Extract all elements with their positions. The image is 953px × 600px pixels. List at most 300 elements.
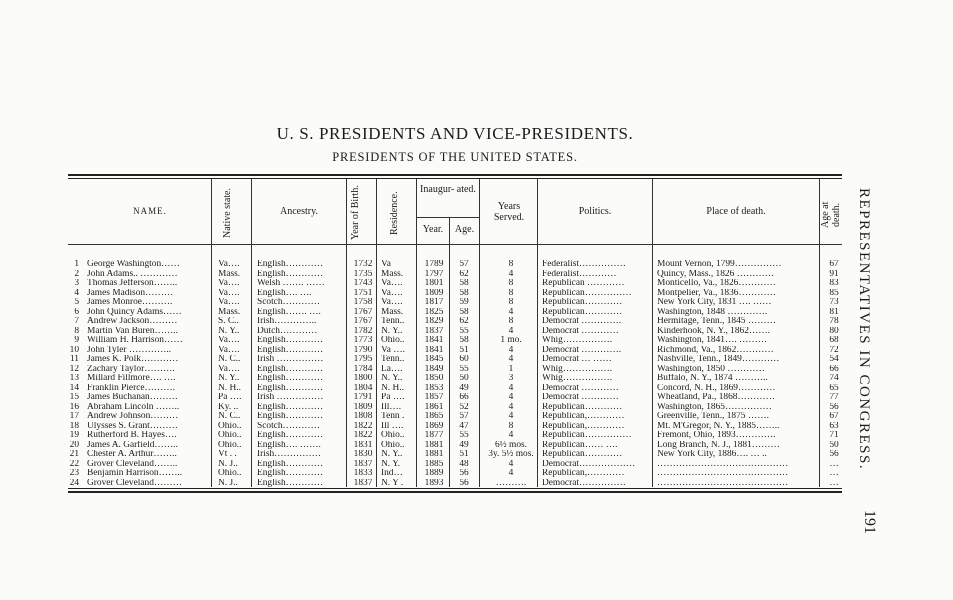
inaugurated-subrule [416, 217, 479, 218]
year-of-birth-cell: 1767 [353, 307, 373, 317]
native-state-cell: Va…. [218, 279, 240, 288]
row-number-cell: 8 [74, 326, 79, 336]
native-state-cell: N. J.. [218, 459, 238, 469]
year-of-birth-cell: 1773 [353, 336, 373, 345]
table-row [60, 422, 850, 431]
politics-cell: Republican…………… [542, 431, 632, 440]
residence-cell: Ohio.. [381, 336, 405, 345]
age-at-death-cell: 83 [829, 279, 839, 288]
ancestry-cell: English………… [257, 336, 324, 345]
residence-cell: Tenn.. [381, 355, 405, 364]
place-of-death-cell: Washington, 1841…. ……… [657, 336, 768, 345]
inaugurated-age-cell: 49 [459, 440, 469, 450]
page-number: 191 [861, 510, 878, 534]
row-number-cell: 11 [69, 355, 79, 364]
years-served-cell: 1 [508, 364, 514, 374]
ancestry-cell: English…. …. [257, 288, 312, 298]
inaugurated-age-cell: 47 [459, 421, 469, 431]
row-number-cell: 1 [74, 260, 79, 269]
inaugurated-age-cell: 55 [459, 364, 469, 374]
residence-cell: La…. [381, 364, 403, 374]
inaugurated-year-cell: 1829 [424, 317, 444, 326]
table-row [60, 289, 850, 298]
president-name-cell: James Buchanan……… [87, 393, 178, 402]
year-of-birth-cell: 1784 [353, 364, 373, 374]
place-of-death-cell: Concord, N. H., 1869………… [657, 383, 776, 393]
inaugurated-age-cell: 50 [459, 374, 469, 383]
age-at-death-cell: 74 [829, 374, 839, 383]
politics-cell: Republican………… [542, 298, 623, 307]
ancestry-cell: English………… [257, 402, 324, 412]
header-age-at-death: Age at death. [820, 201, 842, 229]
top-rule-thin [68, 178, 842, 179]
years-served-cell: 4 [508, 412, 514, 421]
age-at-death-cell: 67 [829, 260, 839, 269]
header-inaugurated: Inaugur- ated. [420, 184, 476, 195]
politics-cell: Democrat ………… [542, 326, 619, 336]
age-at-death-cell: 72 [829, 345, 839, 355]
row-number-cell: 13 [69, 374, 79, 383]
native-state-cell: Va…. [218, 288, 240, 298]
age-at-death-cell: … [829, 459, 839, 469]
years-served-cell: 4 [508, 402, 514, 412]
inaugurated-year-cell: 1825 [424, 307, 444, 317]
inaugurated-year-cell: 1801 [424, 279, 444, 288]
age-at-death-cell: 91 [829, 269, 839, 279]
years-served-cell: 4 [508, 307, 514, 317]
row-number-cell: 24 [69, 478, 79, 488]
age-at-death-cell: 81 [829, 307, 839, 317]
years-served-cell: 4 [508, 269, 514, 279]
ancestry-cell: English………… [257, 469, 324, 478]
age-at-death-cell: 71 [829, 431, 839, 440]
residence-cell: Ill…. [381, 402, 402, 412]
residence-cell: Pa …. [381, 393, 405, 402]
years-served-cell: 4 [508, 345, 514, 355]
table-row [60, 403, 850, 412]
years-served-cell: 8 [508, 288, 514, 298]
ancestry-cell: English………… [257, 478, 324, 488]
native-state-cell: Va…. [218, 298, 240, 307]
inaugurated-age-cell: 49 [459, 383, 469, 393]
ancestry-cell: Irish…………… [257, 450, 322, 459]
ancestry-cell: Welsh ……. …… [257, 279, 325, 288]
inaugurated-age-cell: 66 [459, 393, 469, 402]
inaugurated-year-cell: 1837 [424, 326, 444, 336]
politics-cell: Federalist………… [542, 269, 617, 279]
president-name-cell: Andrew Jackson……… [87, 317, 178, 326]
age-at-death-cell: 73 [829, 298, 839, 307]
table-row [60, 393, 850, 402]
bottom-rule [68, 491, 842, 493]
president-name-cell: Benjamin Harrison…….. [87, 469, 183, 478]
president-name-cell: James Monroe………. [87, 298, 173, 307]
table-row [60, 412, 850, 421]
residence-cell: N. Y.. [381, 326, 403, 336]
place-of-death-cell: Kinderhook, N. Y., 1862……. [657, 326, 771, 336]
place-of-death-cell: Monticello, Va., 1826………… [657, 279, 776, 288]
inaugurated-year-cell: 1881 [424, 440, 444, 450]
inaugurated-year-cell: 1845 [424, 355, 444, 364]
president-name-cell: Zachary Taylor………. [87, 364, 175, 374]
year-of-birth-cell: 1795 [353, 355, 373, 364]
years-served-cell: 4 [508, 393, 514, 402]
inaugurated-year-cell: 1789 [424, 260, 444, 269]
native-state-cell: N. J.. [218, 478, 238, 488]
table-row [60, 365, 850, 374]
president-name-cell: James K. Polk………… [87, 355, 179, 364]
inaugurated-year-cell: 1809 [424, 288, 444, 298]
president-name-cell: Chester A. Arthur…….. [87, 450, 177, 459]
header-ancestry: Ancestry. [280, 206, 318, 217]
ancestry-cell: English………… [257, 374, 324, 383]
place-of-death-cell: Nashville, Tenn., 1849………… [657, 355, 780, 364]
header-age: Age. [454, 224, 475, 235]
years-served-cell: 4 [508, 355, 514, 364]
inaugurated-year-cell: 1817 [424, 298, 444, 307]
years-served-cell: 4 [508, 383, 514, 393]
table-row [60, 327, 850, 336]
politics-cell: Republican,………… [542, 469, 625, 478]
residence-cell: Va…. [381, 279, 403, 288]
ancestry-cell: English………… [257, 459, 324, 469]
year-of-birth-cell: 1822 [353, 421, 373, 431]
residence-cell: Mass. [381, 307, 404, 317]
native-state-cell: Va…. [218, 336, 240, 345]
residence-cell: Mass. [381, 269, 404, 279]
years-served-cell: 4 [508, 469, 514, 478]
residence-cell: N. Y . [381, 478, 404, 488]
residence-cell: N. H.. [381, 383, 404, 393]
inaugurated-year-cell: 1861 [424, 402, 444, 412]
place-of-death-cell: Montpelier, Va., 1836………… [657, 288, 776, 298]
age-at-death-cell: … [829, 469, 839, 478]
year-of-birth-cell: 1837 [353, 478, 373, 488]
table-row [60, 336, 850, 345]
year-of-birth-cell: 1758 [353, 298, 373, 307]
politics-cell: Republican…… …. [542, 440, 618, 450]
age-at-death-cell: 77 [829, 393, 839, 402]
row-number-cell: 6 [74, 307, 79, 317]
header-year-of-birth: Year of Birth. [350, 185, 361, 241]
place-of-death-cell: Long Branch, N. J., 1881……… [657, 440, 780, 450]
row-number-cell: 21 [69, 450, 79, 459]
age-at-death-cell: 66 [829, 364, 839, 374]
native-state-cell: Ohio.. [218, 431, 242, 440]
politics-cell: Democrat …………. [542, 317, 622, 326]
place-of-death-cell: Buffalo, N. Y., 1874 ……….. [657, 374, 768, 383]
native-state-cell: N. H.. [218, 383, 241, 393]
politics-cell: Democrat … …… [542, 355, 612, 364]
years-served-cell: ………. [495, 478, 527, 488]
place-of-death-cell: Washington, 1865…………… [657, 402, 772, 412]
table-row [60, 260, 850, 269]
inaugurated-age-cell: 57 [459, 260, 469, 269]
residence-cell: N. Y. [381, 459, 401, 469]
native-state-cell: Pa …. [218, 393, 242, 402]
year-of-birth-cell: 1809 [353, 402, 373, 412]
native-state-cell: Ohio.. [218, 421, 242, 431]
place-of-death-cell: Washington, 1848 …………. [657, 307, 768, 317]
ancestry-cell: Dutch………… [257, 326, 318, 336]
table-row [60, 431, 850, 440]
age-at-death-cell: … [829, 478, 839, 488]
inaugurated-year-cell: 1850 [424, 374, 444, 383]
row-number-cell: 23 [69, 469, 79, 478]
inaugurated-year-cell: 1889 [424, 469, 444, 478]
president-name-cell: John Tyler ………….. [87, 345, 172, 355]
place-of-death-cell: Richmond, Va., 1862………… [657, 345, 774, 355]
residence-cell: N. Y.. [381, 374, 403, 383]
inaugurated-year-cell: 1869 [424, 421, 444, 431]
header-years-served: Years Served. [493, 201, 525, 223]
residence-cell: Tenn . [381, 412, 405, 421]
year-of-birth-cell: 1837 [353, 459, 373, 469]
inaugurated-year-cell: 1841 [424, 345, 444, 355]
header-year: Year. [422, 224, 444, 235]
ancestry-cell: English………… [257, 431, 324, 440]
native-state-cell: N. Y.. [218, 326, 240, 336]
row-number-cell: 10 [69, 345, 79, 355]
inaugurated-age-cell: 58 [459, 288, 469, 298]
table-row [60, 460, 850, 469]
running-header: REPRESENTATIVES IN CONGRESS. [856, 188, 872, 471]
years-served-cell: 1 mo. [500, 336, 522, 345]
place-of-death-cell: Hermitage, Tenn., 1845 ……… [657, 317, 776, 326]
president-name-cell: Franklin Pierce………. [87, 383, 176, 393]
age-at-death-cell: 54 [829, 355, 839, 364]
year-of-birth-cell: 1732 [353, 260, 373, 269]
age-at-death-cell: 56 [829, 402, 839, 412]
native-state-cell: Vt . . [218, 450, 237, 459]
header-bottom-rule [68, 244, 842, 245]
politics-cell: Democrat ………… [542, 383, 619, 393]
residence-cell: Ind… [381, 469, 403, 478]
place-of-death-cell: Fremont, Ohio, 1893…………. [657, 431, 776, 440]
row-number-cell: 19 [69, 431, 79, 440]
inaugurated-age-cell: 58 [459, 279, 469, 288]
inaugurated-year-cell: 1841 [424, 336, 444, 345]
year-of-birth-cell: 1751 [353, 288, 373, 298]
politics-cell: Democrat……………… [542, 459, 636, 469]
place-of-death-cell: …………………………………… [657, 459, 789, 469]
politics-cell: Democrat …………. [542, 345, 622, 355]
row-number-cell: 18 [69, 421, 79, 431]
year-of-birth-cell: 1830 [353, 450, 373, 459]
table-row [60, 469, 850, 478]
table-row [60, 384, 850, 393]
politics-cell: Republican,………… [542, 412, 625, 421]
place-of-death-cell: New York City, 1886…. … .. [657, 450, 767, 459]
residence-cell: Ohio.. [381, 440, 405, 450]
year-of-birth-cell: 1743 [353, 279, 373, 288]
inaugurated-age-cell: 62 [459, 269, 469, 279]
age-at-death-cell: 85 [829, 288, 839, 298]
row-number-cell: 7 [74, 317, 79, 326]
native-state-cell: Va…. [218, 260, 240, 269]
ancestry-cell: Scotch………… [257, 298, 321, 307]
ancestry-cell: English…. ……. [257, 440, 321, 450]
year-of-birth-cell: 1822 [353, 431, 373, 440]
president-name-cell: George Washington…… [87, 260, 180, 269]
year-of-birth-cell: 1735 [353, 269, 373, 279]
politics-cell: Democrat…………… [542, 478, 626, 488]
year-of-birth-cell: 1804 [353, 383, 373, 393]
inaugurated-age-cell: 59 [459, 298, 469, 307]
president-name-cell: Grover Cleveland…….. [87, 459, 178, 469]
native-state-cell: Ky. .. [218, 402, 239, 412]
inaugurated-age-cell: 56 [459, 478, 469, 488]
years-served-cell: 3y. 5½ mos. [488, 450, 534, 459]
president-name-cell: Martin Van Buren…….. [87, 326, 178, 336]
bottom-rule-thin [68, 488, 842, 489]
year-of-birth-cell: 1833 [353, 469, 373, 478]
age-at-death-cell: 67 [829, 412, 839, 421]
native-state-cell: Va…. [218, 364, 240, 374]
row-number-cell: 22 [69, 459, 79, 469]
age-at-death-cell: 65 [829, 383, 839, 393]
row-number-cell: 4 [74, 288, 79, 298]
native-state-cell: Mass. [218, 269, 241, 279]
inaugurated-year-cell: 1865 [424, 412, 444, 421]
residence-cell: N. Y.. [381, 450, 403, 459]
table-row [60, 279, 850, 288]
year-of-birth-cell: 1782 [353, 326, 373, 336]
table-row [60, 317, 850, 326]
place-of-death-cell: …………………………………… [657, 469, 789, 478]
row-number-cell: 14 [69, 383, 79, 393]
page-subtitle: PRESIDENTS OF THE UNITED STATES. [332, 150, 578, 164]
inaugurated-year-cell: 1885 [424, 459, 444, 469]
president-name-cell: James Madison……… [87, 288, 174, 298]
table-row [60, 346, 850, 355]
page-title: U. S. PRESIDENTS AND VICE-PRESIDENTS. [276, 124, 634, 143]
politics-cell: Whig……………. [542, 336, 613, 345]
residence-cell: Ohio.. [381, 431, 405, 440]
inaugurated-age-cell: 51 [459, 345, 469, 355]
inaugurated-age-cell: 57 [459, 412, 469, 421]
ancestry-cell: English………… [257, 412, 324, 421]
residence-cell: Va [381, 260, 391, 269]
year-of-birth-cell: 1790 [353, 345, 373, 355]
ancestry-cell: English………… [257, 345, 324, 355]
place-of-death-cell: Washington, 1850 ………… [657, 364, 765, 374]
residence-cell: Va…. [381, 288, 403, 298]
years-served-cell: 4 [508, 431, 514, 440]
inaugurated-age-cell: 48 [459, 459, 469, 469]
place-of-death-cell: …………………………………… [657, 478, 789, 488]
president-name-cell: Ulysses S. Grant……… [87, 421, 178, 431]
inaugurated-age-cell: 55 [459, 431, 469, 440]
row-number-cell: 20 [69, 440, 79, 450]
place-of-death-cell: Mt. M'Gregor, N. Y., 1885…….. [657, 421, 780, 431]
inaugurated-age-cell: 62 [459, 317, 469, 326]
place-of-death-cell: Quincy, Mass., 1826 ………… [657, 269, 775, 279]
row-number-cell: 2 [74, 269, 79, 279]
president-name-cell: Andrew Johnson……… [87, 412, 179, 421]
politics-cell: Republican………… [542, 402, 623, 412]
age-at-death-cell: 63 [829, 421, 839, 431]
row-number-cell: 15 [69, 393, 79, 402]
native-state-cell: Ohio.. [218, 440, 242, 450]
table-row [60, 441, 850, 450]
ancestry-cell: Irish …………… [257, 355, 324, 364]
row-number-cell: 3 [74, 279, 79, 288]
politics-cell: Whig……………. [542, 374, 613, 383]
row-number-cell: 5 [74, 298, 79, 307]
politics-cell: Republican ………… [542, 279, 625, 288]
age-at-death-cell: 56 [829, 450, 839, 459]
table-row [60, 355, 850, 364]
place-of-death-cell: Mount Vernon, 1799…………… [657, 260, 782, 269]
row-number-cell: 12 [69, 364, 79, 374]
inaugurated-age-cell: 58 [459, 336, 469, 345]
header-native-state: Native state. [222, 188, 233, 238]
residence-cell: Va …. [381, 345, 405, 355]
years-served-cell: 8 [508, 317, 514, 326]
politics-cell: Republican,………… [542, 421, 625, 431]
ancestry-cell: English……. …. [257, 307, 321, 317]
table-row [60, 479, 850, 488]
year-of-birth-cell: 1791 [353, 393, 373, 402]
president-name-cell: John Quincy Adams…… [87, 307, 182, 317]
inaugurated-year-cell: 1853 [424, 383, 444, 393]
years-served-cell: 8 [508, 421, 514, 431]
years-served-cell: 8 [508, 279, 514, 288]
year-of-birth-cell: 1831 [353, 440, 373, 450]
place-of-death-cell: Greenville, Tenn., 1875 ……. [657, 412, 769, 421]
politics-cell: Republican…………… [542, 288, 632, 298]
inaugurated-year-cell: 1877 [424, 431, 444, 440]
ancestry-cell: English………… [257, 260, 324, 269]
age-at-death-cell: 50 [829, 440, 839, 450]
age-at-death-cell: 78 [829, 317, 839, 326]
politics-cell: Whig……………. [542, 364, 613, 374]
top-rule [68, 174, 842, 176]
inaugurated-year-cell: 1893 [424, 478, 444, 488]
inaugurated-year-cell: 1797 [424, 269, 444, 279]
place-of-death-cell: New York City, 1831 …. …… [657, 298, 772, 307]
table-row [60, 270, 850, 279]
president-name-cell: James A. Garfield…….. [87, 440, 178, 450]
inaugurated-age-cell: 56 [459, 469, 469, 478]
year-of-birth-cell: 1767 [353, 317, 373, 326]
inaugurated-year-cell: 1849 [424, 364, 444, 374]
inaugurated-age-cell: 58 [459, 307, 469, 317]
inaugurated-age-cell: 55 [459, 326, 469, 336]
politics-cell: Federalist…………… [542, 260, 626, 269]
president-name-cell: Millard Fillmore…. …. [87, 374, 176, 383]
president-name-cell: William H. Harrison…… [87, 336, 183, 345]
residence-cell: Va…. [381, 298, 403, 307]
ancestry-cell: Irish …………… [257, 393, 324, 402]
years-served-cell: 6½ mos. [494, 440, 528, 450]
header-politics: Politics. [578, 206, 612, 217]
ancestry-cell: English………… [257, 383, 324, 393]
ancestry-cell: English………… [257, 364, 324, 374]
residence-cell: Ill …. [381, 421, 404, 431]
row-number-cell: 16 [69, 402, 79, 412]
inaugurated-age-cell: 60 [459, 355, 469, 364]
table-row [60, 450, 850, 459]
native-state-cell: S. C.. [218, 317, 239, 326]
native-state-cell: Va…. [218, 345, 240, 355]
age-at-death-cell: 68 [829, 336, 839, 345]
place-of-death-cell: Wheatland, Pa., 1868………… [657, 393, 775, 402]
row-number-cell: 9 [74, 336, 79, 345]
native-state-cell: N. C.. [218, 412, 241, 421]
year-of-birth-cell: 1800 [353, 374, 373, 383]
